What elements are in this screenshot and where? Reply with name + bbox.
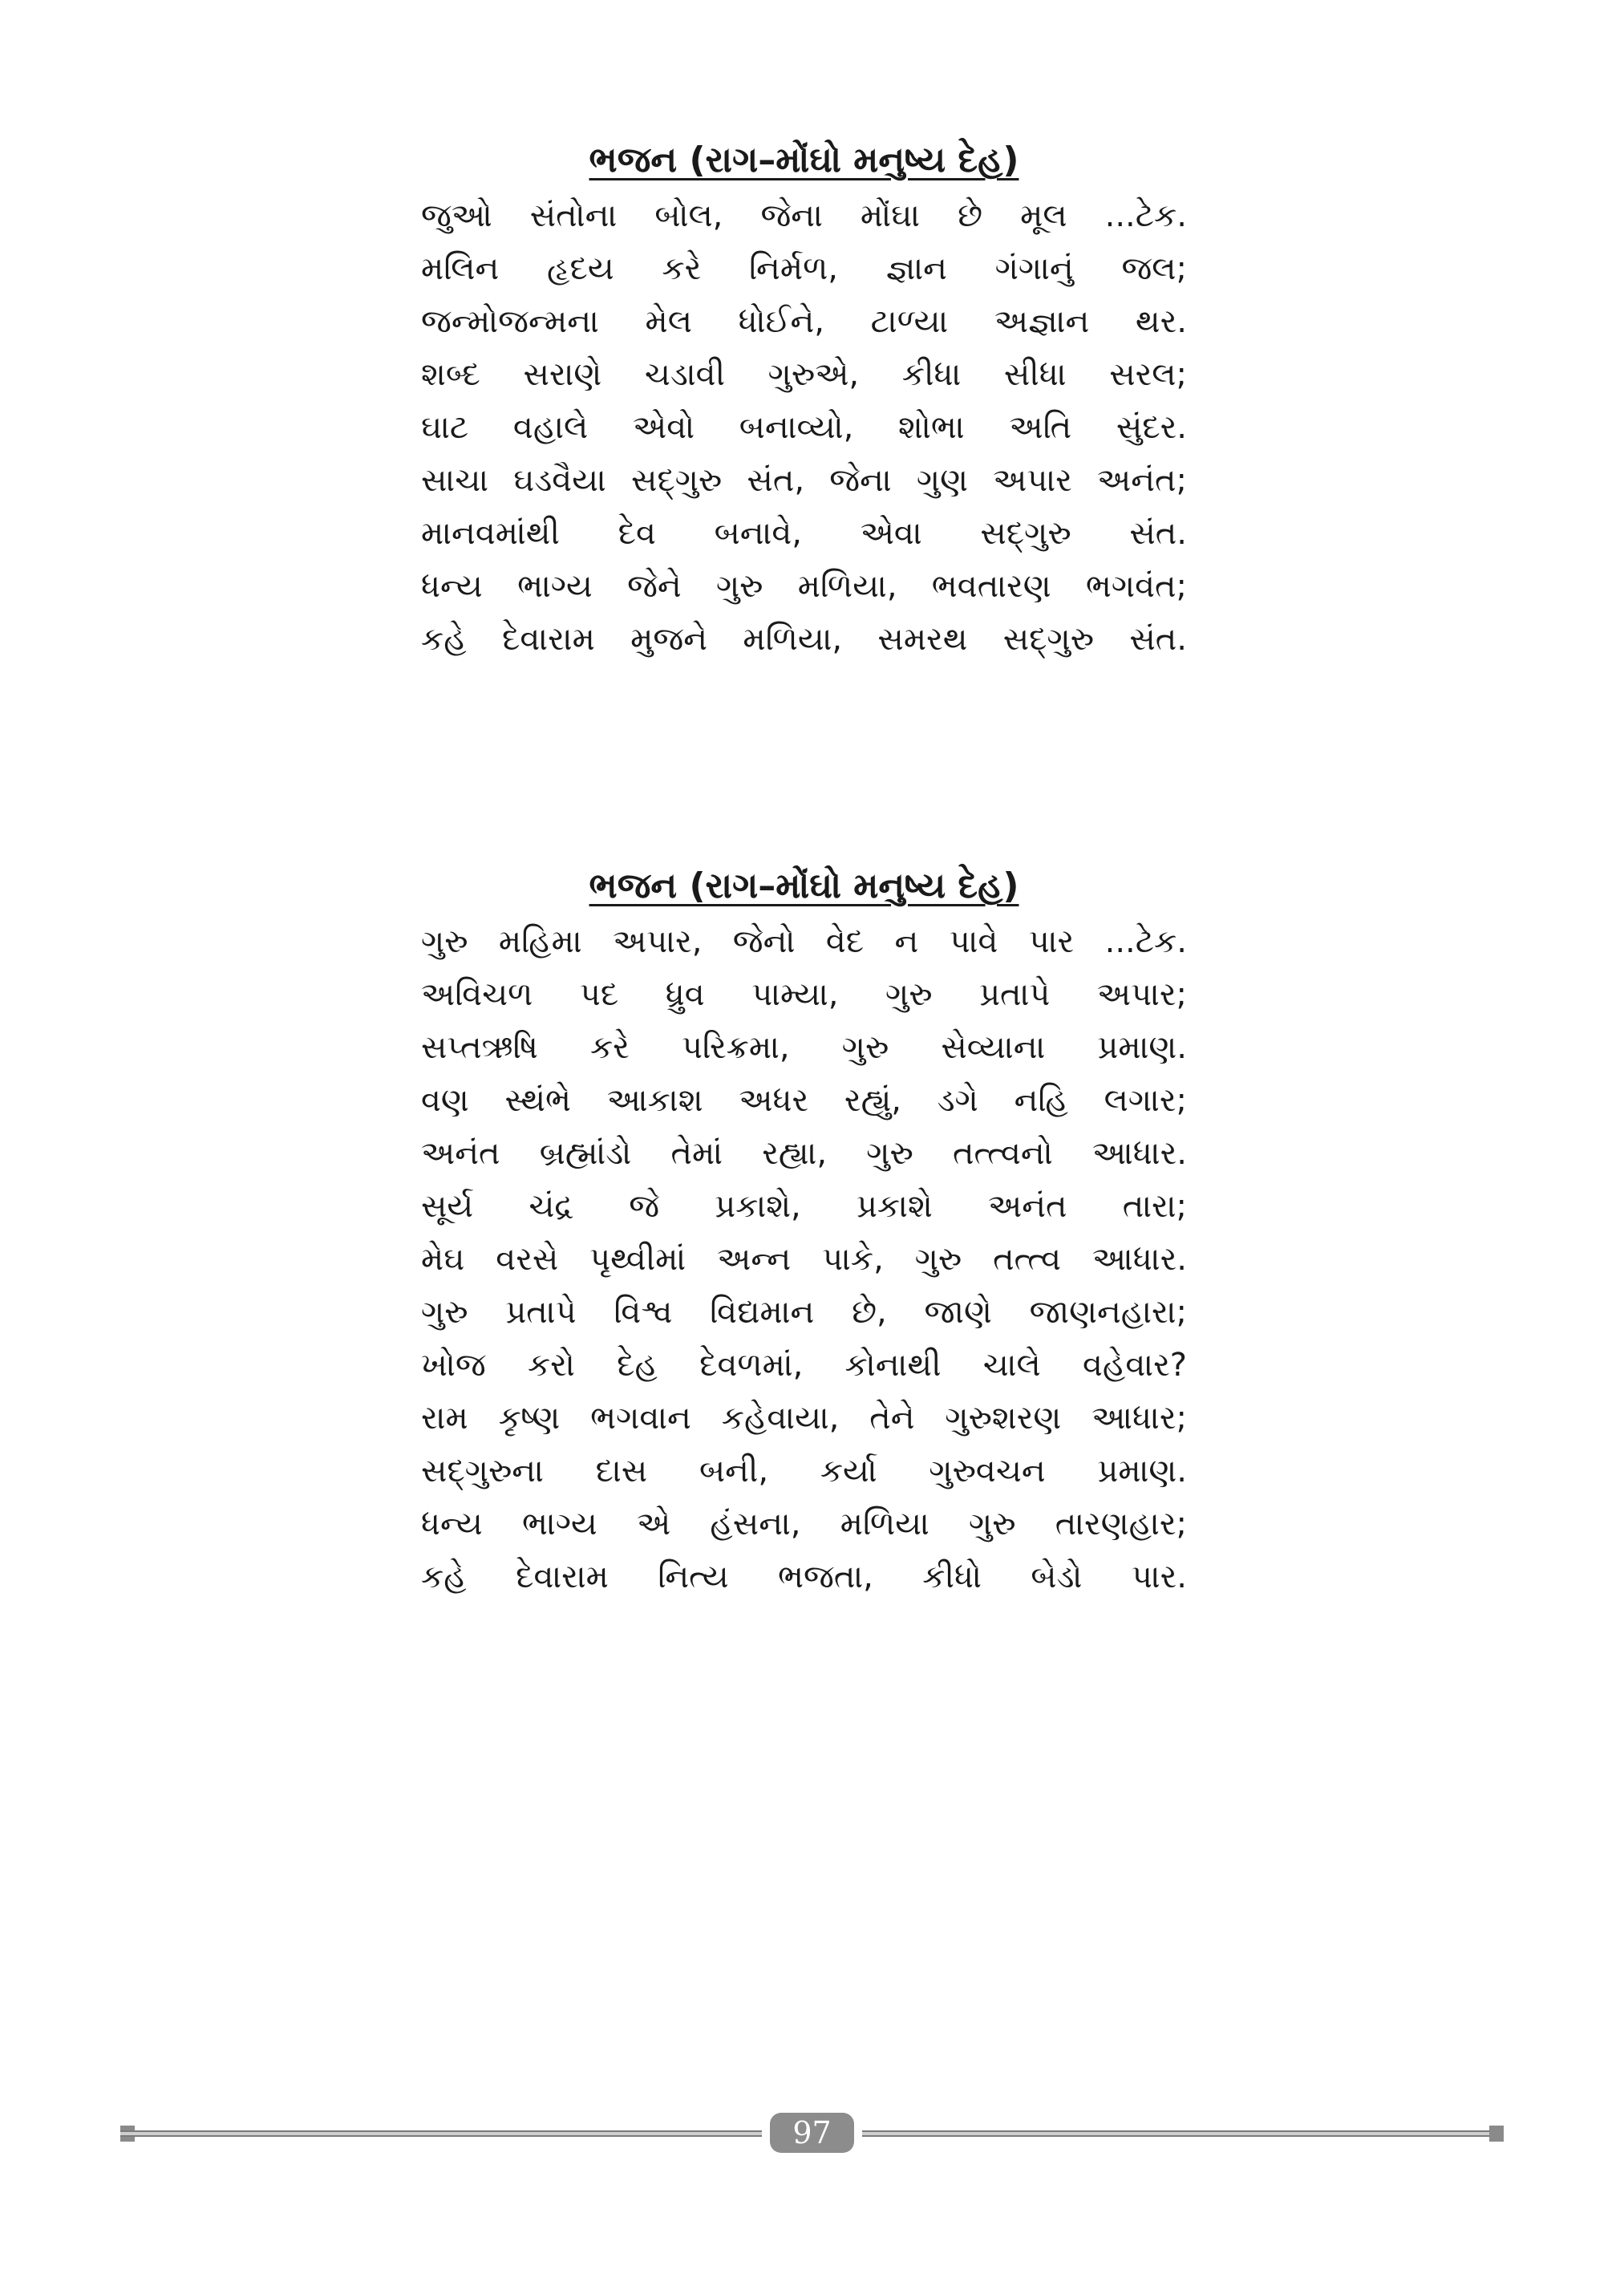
verse-line: વણ સ્થંભે આકાશ અધર રહ્યું, ડગે નહિ લગાર;	[421, 1082, 1187, 1119]
bhajan-2	[421, 862, 1187, 1603]
verse-line: કહે દેવારામ નિત્ય ભજતા, કીધો બેડો પાર.	[421, 1558, 1187, 1595]
verse-line: ખોજ કરો દેહ દેવળમાં, કોનાથી ચાલે વહેવાર?	[421, 1347, 1187, 1384]
verse-line: ગુરુ મહિમા અપાર, જેનો વેદ ન પાવે પાર ...ટેક.	[421, 923, 1187, 960]
verse-line: સદ્‌ગુરુના દાસ બની, કર્યા ગુરુવચન પ્રમાણ.	[421, 1453, 1187, 1490]
verse-line: અનંત બ્રહ્માંડો તેમાં રહ્યા, ગુરુ તત્ત્વનો આધાર.	[421, 1135, 1187, 1172]
verse-line: શબ્દ સરાણે ચડાવી ગુરુએ, કીધા સીધા સરલ;	[421, 356, 1187, 393]
verse-line: ગુરુ પ્રતાપે વિશ્વ વિદ્યમાન છે, જાણે જાણનહારા;	[421, 1294, 1187, 1331]
verse-line: સૂર્ય ચંદ્ર જે પ્રકાશે, પ્રકાશે અનંત તારા;	[421, 1188, 1187, 1225]
footer-rule-cap-right	[1489, 2126, 1504, 2142]
verse-line: મલિન હૃદય કરે નિર્મળ, જ્ઞાન ગંગાનું જલ;	[421, 250, 1187, 287]
verse-line: જુઓ સંતોના બોલ, જેના મોંઘા છે મૂલ ...ટેક.	[421, 197, 1187, 234]
bhajan-1	[421, 136, 1187, 666]
verse-line: માનવમાંથી દેવ બનાવે, એવા સદ્‌ગુરુ સંત.	[421, 515, 1187, 552]
footer-rule-left	[120, 2130, 762, 2137]
verse-line: સપ્તઋષિ કરે પરિક્રમા, ગુરુ સેવ્યાના પ્રમાણ.	[421, 1029, 1187, 1066]
verse-line: મેઘ વરસે પૃથ્વીમાં અન્ન પાકે, ગુરુ તત્ત્વ આધાર.	[421, 1241, 1187, 1278]
verse-line: સાચા ઘડવૈયા સદ્‌ગુરુ સંત, જેના ગુણ અપાર અનંત;	[421, 462, 1187, 499]
verse-line: ઘાટ વહાલે એવો બનાવ્યો, શોભા અતિ સુંદર.	[421, 409, 1187, 446]
verse-line: રામ કૃષ્ણ ભગવાન કહેવાયા, તેને ગુરુશરણ આધાર;	[421, 1400, 1187, 1437]
verse-line: ધન્ય ભાગ્ય જેને ગુરુ મળિયા, ભવતારણ ભગવંત;	[421, 568, 1187, 605]
page-footer	[120, 2110, 1504, 2154]
page-number: 97	[770, 2113, 854, 2153]
bhajan-1-title: ભજન (રાગ–મોંઘો મનુષ્ય દેહ)	[589, 140, 1019, 180]
verse-line: અવિચળ પદ ધ્રુવ પામ્યા, ગુરુ પ્રતાપે અપાર;	[421, 976, 1187, 1013]
verse-line: કહે દેવારામ મુજને મળિયા, સમરથ સદ્‌ગુરુ સંત.	[421, 621, 1187, 658]
bhajan-2-title: ભજન (રાગ–મોંઘો મનુષ્ય દેહ)	[589, 865, 1019, 906]
verse-line: ધન્ય ભાગ્ય એ હંસના, મળિયા ગુરુ તારણહાર;	[421, 1506, 1187, 1542]
verse-line: જન્મોજન્મના મેલ ધોઈને, ટાળ્યા અજ્ઞાન થર.	[421, 303, 1187, 340]
footer-rule-right	[862, 2130, 1504, 2137]
